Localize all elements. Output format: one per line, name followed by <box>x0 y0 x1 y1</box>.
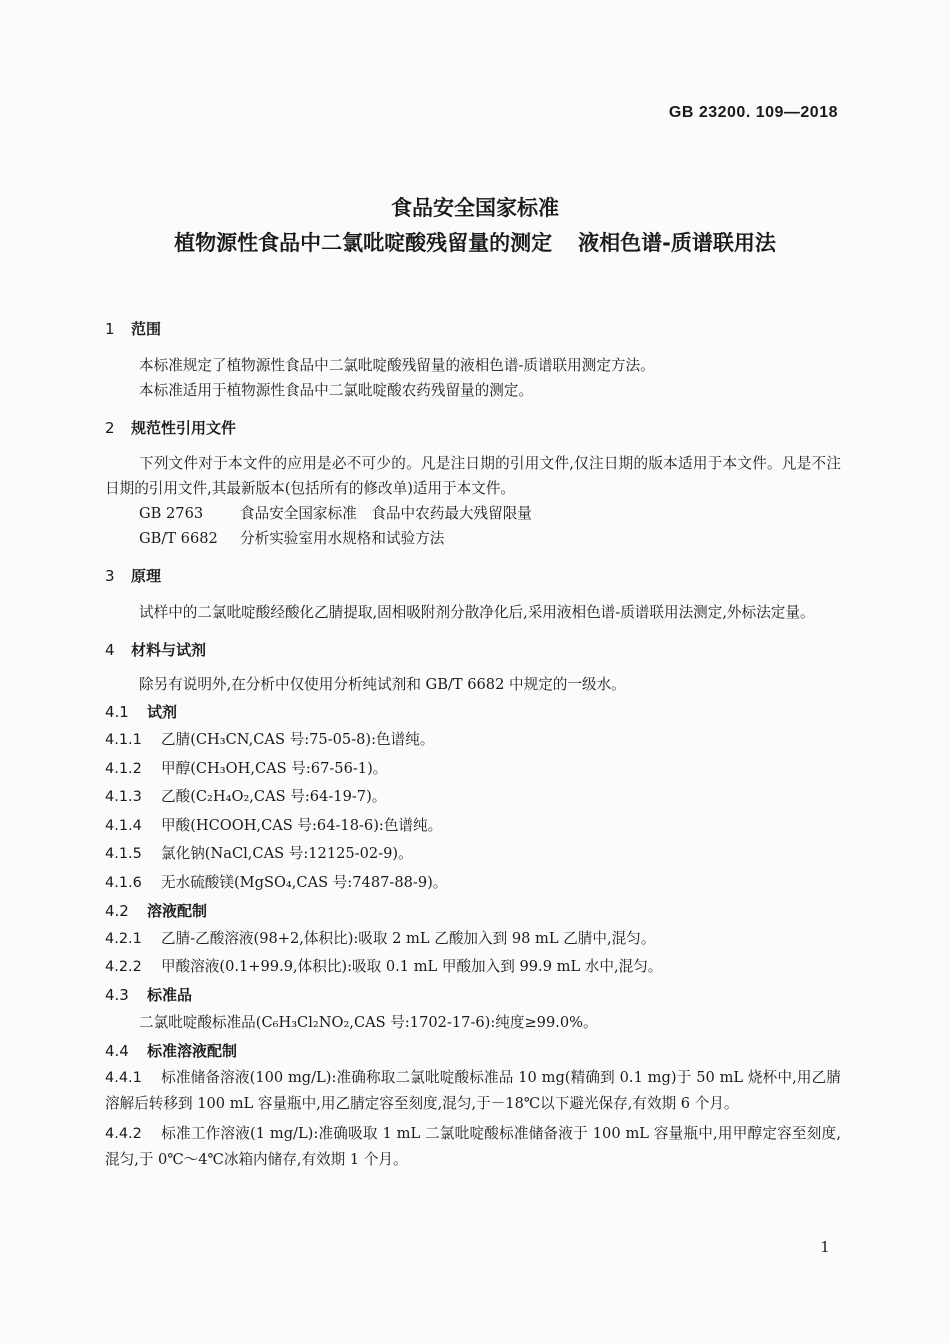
section-number: 2 <box>105 419 115 437</box>
reagent-list <box>105 726 841 897</box>
item-text: 标准工作溶液(1 mg/L):准确吸取 1 mL 二氯吡啶酸标准储备液于 100 mL 容量瓶中,用甲醇定容至刻度,混匀,于 0℃～4℃冰箱内储存,有效期 1 个月。 <box>105 1125 841 1168</box>
solution-item <box>105 953 841 981</box>
section-title: 规范性引用文件 <box>131 419 237 437</box>
subtitle-part-2: 液相色谱-质谱联用法 <box>578 231 776 255</box>
document-title: 食品安全国家标准 <box>391 196 559 220</box>
subsection-4-2-heading <box>105 897 841 925</box>
subsection-number: 4.3 <box>105 986 129 1004</box>
subsection-4-1-heading <box>105 699 841 726</box>
reagent-item <box>105 783 841 812</box>
section-title: 材料与试剂 <box>131 641 207 659</box>
section-number: 1 <box>105 320 115 338</box>
reference-code: GB/T 6682 <box>139 530 218 547</box>
principle-paragraph: 试样中的二氯吡啶酸经酸化乙腈提取,固相吸附剂分散净化后,采用液相色谱-质谱联用法测定,外标法定量。 <box>139 604 815 621</box>
section-3-heading <box>105 565 841 586</box>
subtitle-part-1: 植物源性食品中二氯吡啶酸残留量的测定 <box>174 231 553 255</box>
reference-title: 食品安全国家标准 食品中农药最大残留限量 <box>240 505 532 522</box>
item-number: 4.1.3 <box>105 789 142 805</box>
item-number: 4.4.2 <box>105 1126 142 1142</box>
reagent-item <box>105 812 841 841</box>
document-body <box>105 318 841 1173</box>
item-text: 乙腈-乙酸溶液(98+2,体积比):吸取 2 mL 乙酸加入到 98 mL 乙腈中,混匀。 <box>161 930 656 947</box>
section-2-heading <box>105 417 841 438</box>
section-title: 范围 <box>131 320 162 338</box>
subsection-number: 4.2 <box>105 902 129 920</box>
document-subtitle <box>0 227 950 257</box>
subsection-title: 标准品 <box>147 986 193 1004</box>
item-text: 氯化钠(NaCl,CAS 号:12125-02-9)。 <box>161 845 413 862</box>
reagent-item <box>105 840 841 869</box>
reagent-item <box>105 869 841 898</box>
scope-paragraph-1: 本标准规定了植物源性食品中二氯吡啶酸残留量的液相色谱-质谱联用测定方法。 <box>139 357 655 374</box>
standard-solution-item <box>105 1065 841 1117</box>
item-text: 标准储备溶液(100 mg/L):准确称取二氯吡啶酸标准品 10 mg(精确到 0.1 mg)于 50 mL 烧杯中,用乙腈溶解后转移到 100 mL 容量瓶中,用乙腈定容至刻度,混匀,于－18℃以下避光保存,有效期 6 个月。 <box>105 1069 841 1112</box>
page-number: 1 <box>820 1238 830 1256</box>
reagent-item <box>105 755 841 784</box>
subsection-number: 4.1 <box>105 703 129 721</box>
item-number: 4.2.1 <box>105 931 142 947</box>
reference-item <box>105 526 841 551</box>
item-text: 甲醇(CH₃OH,CAS 号:67-56-1)。 <box>161 759 388 777</box>
item-number: 4.1.6 <box>105 874 142 891</box>
item-text: 乙酸(C₂H₄O₂,CAS 号:64-19-7)。 <box>161 788 387 805</box>
reagent-item <box>105 726 841 755</box>
item-number: 4.1.5 <box>105 846 142 862</box>
item-number: 4.1.4 <box>105 817 142 834</box>
references-paragraph: 下列文件对于本文件的应用是必不可少的。凡是注日期的引用文件,仅注日期的版本适用于本文件。凡是不注日期的引用文件,其最新版本(包括所有的修改单)适用于本文件。 <box>105 455 841 497</box>
section-1-heading <box>105 318 841 339</box>
subsection-title: 溶液配制 <box>147 902 208 920</box>
subsection-number: 4.4 <box>105 1042 129 1060</box>
reference-item <box>105 501 841 526</box>
section-number: 4 <box>105 641 115 659</box>
item-number: 4.2.2 <box>105 959 142 975</box>
subsection-title: 标准溶液配制 <box>147 1042 238 1060</box>
item-text: 乙腈(CH₃CN,CAS 号:75-05-8):色谱纯。 <box>161 731 435 748</box>
subsection-title: 试剂 <box>147 703 178 721</box>
scope-paragraph-2: 本标准适用于植物源性食品中二氯吡啶酸农药残留量的测定。 <box>139 382 534 399</box>
item-text: 甲酸(HCOOH,CAS 号:64-18-6):色谱纯。 <box>161 816 443 834</box>
standard-material: 二氯吡啶酸标准品(C₆H₃Cl₂NO₂,CAS 号:1702-17-6):纯度≥99.0%。 <box>139 1014 598 1031</box>
item-text: 无水硫酸镁(MgSO₄,CAS 号:7487-88-9)。 <box>161 873 448 891</box>
standard-code: GB 23200. 109—2018 <box>668 104 838 121</box>
item-text: 甲酸溶液(0.1+99.9,体积比):吸取 0.1 mL 甲酸加入到 99.9 mL 水中,混匀。 <box>161 958 663 975</box>
materials-paragraph: 除另有说明外,在分析中仅使用分析纯试剂和 GB/T 6682 中规定的一级水。 <box>139 676 626 693</box>
subsection-4-4-heading <box>105 1037 841 1065</box>
subsection-4-3-heading <box>105 981 841 1009</box>
item-number: 4.1.1 <box>105 732 142 748</box>
reference-title: 分析实验室用水规格和试验方法 <box>240 530 445 547</box>
section-title: 原理 <box>131 567 162 585</box>
section-number: 3 <box>105 567 115 585</box>
reference-code: GB 2763 <box>139 505 204 522</box>
solution-item <box>105 925 841 953</box>
standard-solution-item <box>105 1121 841 1173</box>
section-4-heading <box>105 639 841 660</box>
item-number: 4.1.2 <box>105 760 142 777</box>
item-number: 4.4.1 <box>105 1070 142 1086</box>
